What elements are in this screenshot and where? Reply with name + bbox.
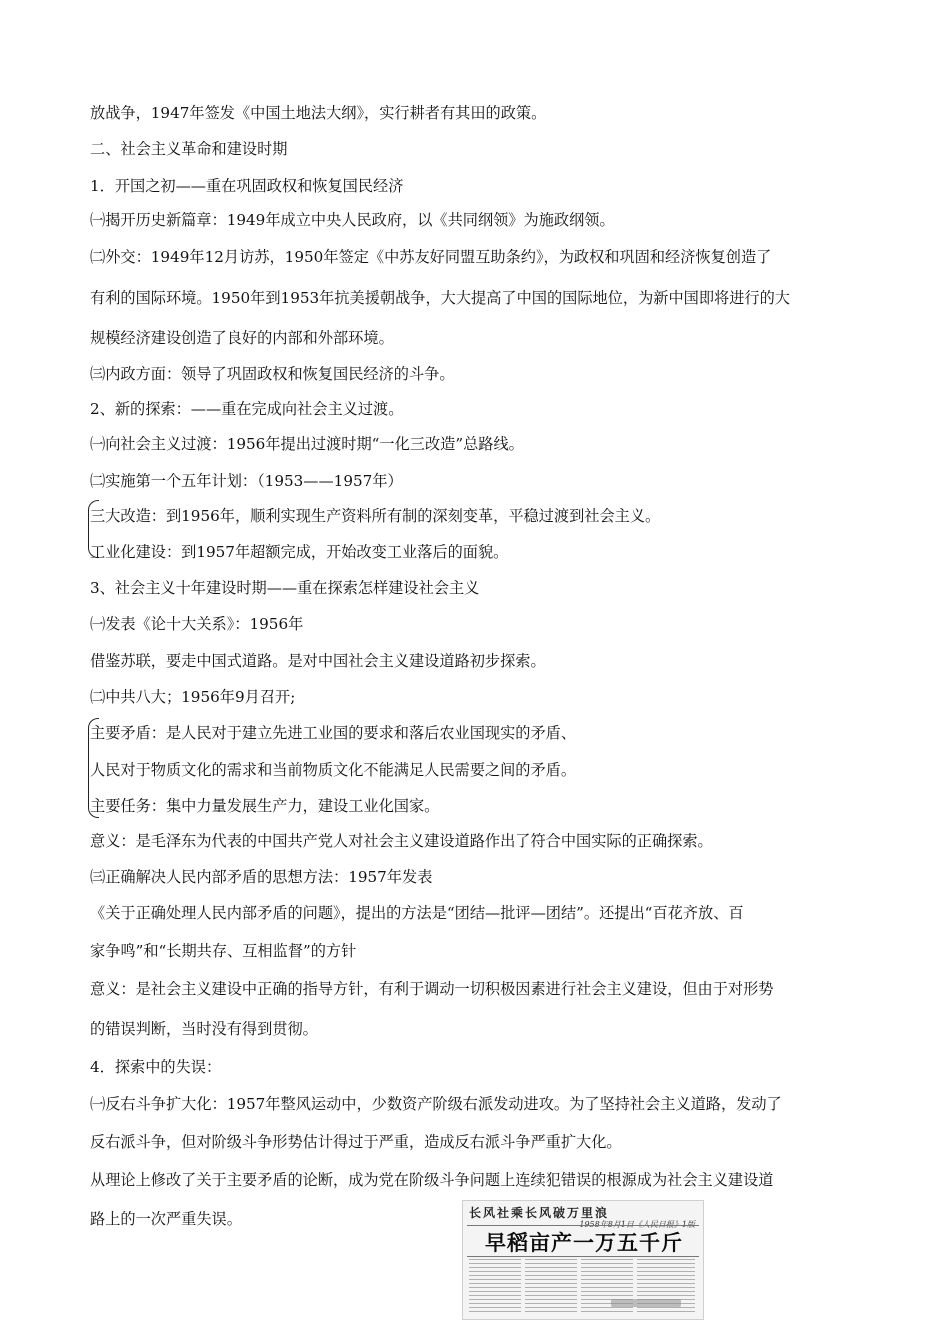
clipping-blur-mark <box>611 1299 681 1307</box>
text-line: ㈢正确解决人民内部矛盾的思想方法：1957年发表 <box>90 868 433 886</box>
text-line: ㈡外交：1949年12月访苏，1950年签定《中苏友好同盟互助条约》，为政权和巩固和经济恢复创造了 <box>90 248 772 266</box>
subsection-heading: 3、社会主义十年建设时期——重在探索怎样建设社会主义 <box>90 579 480 597</box>
text-line: 三大改造：到1956年，顺利实现生产资料所有制的深刻变革，平稳过渡到社会主义。 <box>90 507 661 525</box>
text-line: 意义：是社会主义建设中正确的指导方针，有利于调动一切积极因素进行社会主义建设，但由于对形势 <box>90 980 774 998</box>
text-line: ㈡中共八大；1956年9月召开; <box>90 688 296 706</box>
text-line: 工业化建设：到1957年超额完成，开始改变工业落后的面貌。 <box>90 543 509 561</box>
text-line: 人民对于物质文化的需求和当前物质文化不能满足人民需要之间的矛盾。 <box>90 761 576 779</box>
section-heading: 二、社会主义革命和建设时期 <box>90 140 288 158</box>
text-line: ㈡实施第一个五年计划：（1953——1957年） <box>90 472 403 490</box>
text-line: 规模经济建设创造了良好的内部和外部环境。 <box>90 329 394 347</box>
text-line: 主要矛盾：是人民对于建立先进工业国的要求和落后农业国现实的矛盾、 <box>90 724 576 742</box>
subsection-heading: 2、新的探索：——重在完成向社会主义过渡。 <box>90 400 404 418</box>
text-line: ㈠发表《论十大关系》：1956年 <box>90 615 304 633</box>
text-line: 借鉴苏联，要走中国式道路。是对中国社会主义建设道路初步探索。 <box>90 652 546 670</box>
text-line: ㈠揭开历史新篇章：1949年成立中央人民政府，以《共同纲领》为施政纲领。 <box>90 211 615 229</box>
text-line: 路上的一次严重失误。 <box>90 1210 242 1228</box>
clipping-divider <box>467 1225 699 1226</box>
text-line: 放战争，1947年签发《中国土地法大纲》，实行耕者有其田的政策。 <box>90 104 547 122</box>
subsection-heading: 4．探索中的失误： <box>90 1058 222 1076</box>
text-line: 家争鸣”和“长期共存、互相监督”的方针 <box>90 942 357 960</box>
text-line: 从理论上修改了关于主要矛盾的论断，成为党在阶级斗争问题上连续犯错误的根源成为社会主义建设道 <box>90 1171 774 1189</box>
clipping-text-column <box>469 1259 521 1313</box>
text-line: ㈠向社会主义过渡：1956年提出过渡时期“一化三改造”总路线。 <box>90 435 524 453</box>
clipping-divider <box>467 1256 699 1257</box>
text-line: 意义：是毛泽东为代表的中国共产党人对社会主义建设道路作出了符合中国实际的正确探索。 <box>90 832 713 850</box>
newspaper-clipping-image <box>462 1200 704 1320</box>
clipping-headline: 长风社乘长风破万里浪 <box>469 1206 610 1220</box>
clipping-title: 早稻亩产一万五千斤 <box>485 1231 683 1255</box>
text-line: 反右派斗争，但对阶级斗争形势估计得过于严重，造成反右派斗争严重扩大化。 <box>90 1133 622 1151</box>
subsection-heading: 1．开国之初——重在巩固政权和恢复国民经济 <box>90 177 404 195</box>
clipping-text-column <box>525 1259 577 1313</box>
text-line: 的错误判断，当时没有得到贯彻。 <box>90 1020 318 1038</box>
text-line: 主要任务：集中力量发展生产力，建设工业化国家。 <box>90 797 440 815</box>
text-line: ㈠反右斗争扩大化：1957年整风运动中，少数资产阶级右派发动进攻。为了坚持社会主义道路，发动了 <box>90 1095 782 1113</box>
text-line: 有利的国际环境。1950年到1953年抗美援朝战争，大大提高了中国的国际地位，为新中国即将进行的大 <box>90 289 790 307</box>
text-line: 《关于正确处理人民内部矛盾的问题》，提出的方法是“团结—批评—团结”。还提出“百花齐放、百 <box>90 904 744 922</box>
text-line: ㈢内政方面：领导了巩固政权和恢复国民经济的斗争。 <box>90 365 455 383</box>
